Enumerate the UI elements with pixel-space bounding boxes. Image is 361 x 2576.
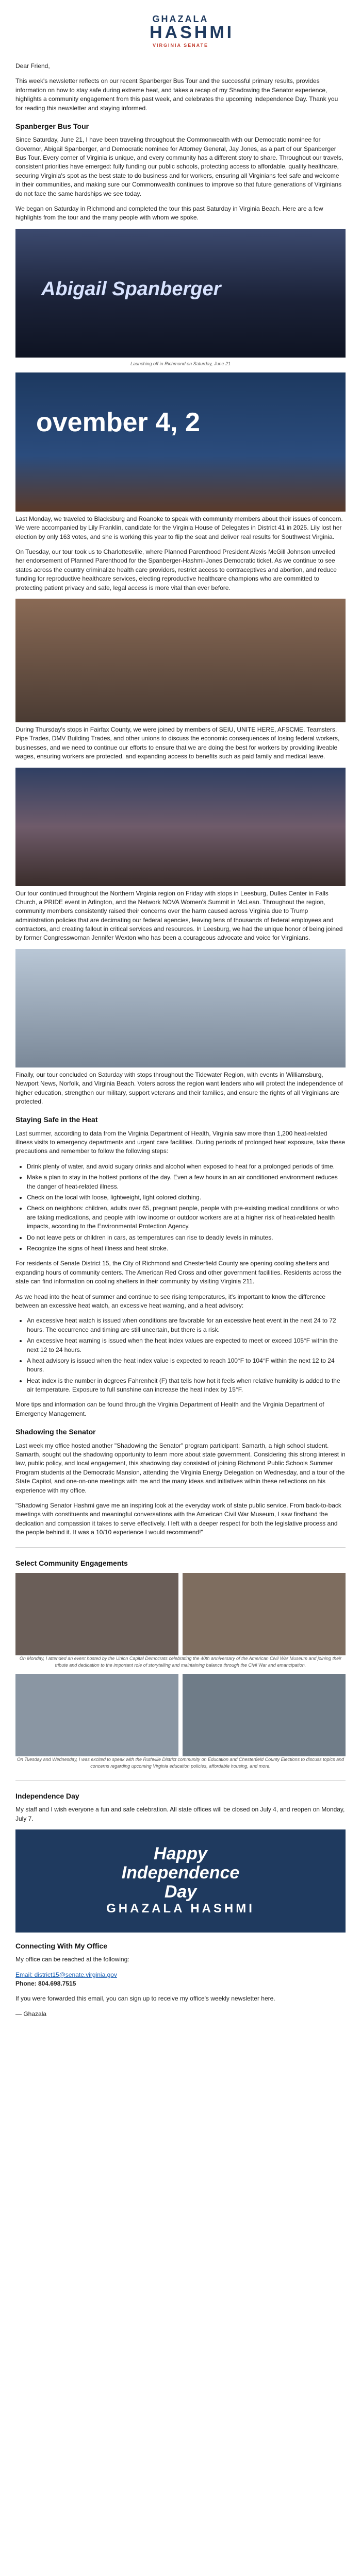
community-caption-2: On Tuesday and Wednesday, I was excited to speak with the Ruthville District community on Education and Chesterfield County Elections to discuss topics and concerns regarding upcoming Virginia education policies, affordable housing, and more.: [17, 1756, 344, 1769]
intro: This week's newsletter reflects on our recent Spanberger Bus Tour and the successful primary results, provides information on how to stay safe during extreme heat, and takes a recap of my Shadowing the Senator experience, highlights a community engagement from this past week, and celebrates the upcoming Independence Day. Thank you for reading this newsletter and staying informed.: [15, 77, 338, 112]
independence-heading: Independence Day: [15, 1791, 79, 1800]
heat-p4: More tips and information can be found through the Virginia Department of Health and the Virginia Department of Emergency Management.: [15, 1401, 324, 1417]
banner-line-2: Independence: [121, 1862, 240, 1883]
contact-p2: If you were forwarded this email, you can sign up to receive my office's weekly newsletter here.: [15, 1995, 275, 2003]
section-divider: [15, 1780, 346, 1781]
independence-p1: My staff and I wish everyone a fun and safe celebration. All state offices will be closed on July 4, and reopen on Monday, July 7.: [15, 1806, 345, 1822]
bus-photo-text: Abigail Spanberger: [41, 278, 221, 300]
community-photo-pair-2: [15, 1674, 346, 1756]
stage-photo-text: ovember 4, 2: [36, 407, 200, 437]
contact-phone: Phone: 804.698.7515: [15, 1980, 76, 1988]
community-photo: [183, 1674, 346, 1756]
heat-tip: • Make a plan to stay in the hottest portions of the day. Even a few hours in an air conditioned environment reduces the danger of heat-related illness.: [27, 1173, 346, 1191]
banner-line-1: Happy: [154, 1843, 207, 1863]
bus-tour-p5: During Thursday's stops in Fairfax County, we were joined by members of SEIU, UNITE HERE, AFSCME, Teamsters, Pipe Trades, DMV Building Trades, and other unions to discuss the economic consequences of losing federal workers, businesses, and we need to continue our efforts to ensure that we are doing the best for workers by providing liveable wages, ensuring workers are protected, and expanding access to benefits such as paid family and medical leave.: [15, 725, 340, 760]
heat-definition: • An excessive heat warning is issued when the heat index values are expected to meet or exceed 105°F within the next 12 to 24 hours.: [27, 1336, 346, 1354]
community-photo: [15, 1674, 178, 1756]
bus-tour-heading: Spanberger Bus Tour: [15, 122, 89, 130]
section-divider: [15, 1547, 346, 1548]
independence-day-banner: [15, 1829, 346, 1933]
greeting: Dear Friend,: [15, 62, 50, 70]
bus-tour-p3: Last Monday, we traveled to Blacksburg and Roanoke to speak with community members about their issues of concern. We were accompanied by Lily Franklin, candidate for the Virginia House of Delegates in District 41 in 2025. Lily lost her election by only 163 votes, and she is working this year to flip the seat and deliver real results for Southwest Virginia.: [15, 515, 343, 540]
community-heading: Select Community Engagements: [15, 1559, 128, 1568]
community-photo: [15, 1573, 178, 1655]
bus-tour-p2: We began on Saturday in Richmond and completed the tour this past Saturday in Virginia Beach. Here are a few highlights from the tour and the many people with whom we spoke.: [15, 205, 323, 222]
bus-photo: [15, 229, 346, 358]
heat-p3: As we head into the heat of summer and continue to see rising temperatures, it's important to know the difference between an excessive heat watch, an excessive heat warning, and a heat advisory:: [15, 1293, 326, 1309]
logo-main: HASHMI: [150, 23, 235, 42]
heat-tip: • Drink plenty of water, and avoid sugary drinks and alcohol when exposed to heat for a prolonged periods of time.: [27, 1162, 346, 1171]
community-photo-pair-1: [15, 1573, 346, 1655]
heat-tip: • Recognize the signs of heat illness and heat stroke.: [27, 1244, 346, 1253]
heat-tip: • Check on neighbors: children, adults over 65, pregnant people, people with pre-existing medical conditions or who are taking medications, and people with low income or outdoor workers are at a higher risk of heat-related health impacts, according to the Environmental Protection Agency.: [27, 1204, 346, 1231]
heat-p1: Last summer, according to data from the Virginia Department of Health, Virginia saw more than 1,200 heat-related illness visits to emergency departments and urgent care facilities. During periods of prolonged heat exposure, take these precautions and remember to follow the following steps:: [15, 1129, 346, 1155]
bus-tour-p1: Since Saturday, June 21, I have been traveling throughout the Commonwealth with our Democratic nominee for Governor, Abigail Spanberger, and Democratic nominee for Attorney General, Jay Jones, as a part of our Spanberger Bus Tour. Every corner of Virginia is unique, and every community has a different story to share. Throughout our travels, consistent priorities have emerged: fully funding our public schools, protecting access to affordable, quality healthcare, securing Virginia's spot as the best state to do business and for workers, ensuring all Virginians feel safe and welcome in their communities, and making sure our Commonwealth continues to improve so that future generations of Virginians do not face the same hardships we see today.: [15, 136, 343, 197]
heat-tip: • Check on the local with loose, lightweight, light colored clothing.: [27, 1193, 346, 1202]
contact-heading: Connecting With My Office: [15, 1942, 107, 1951]
heat-definition: • An excessive heat watch is issued when conditions are favorable for an excessive heat event in the next 24 to 72 hours. The occurrence and timing are still uncertain, but there is a risk.: [27, 1316, 346, 1334]
event-photo-3: [15, 949, 346, 1067]
bus-tour-p7: Finally, our tour concluded on Saturday with stops throughout the Tidewater Region, with events in Williamsburg, Newport News, Norfolk, and Virginia Beach. Voters across the region want leaders who will protect the independence of higher education, strengthen our military, support veterans and their families, and ensure the rights of all Virginians are protected.: [15, 1071, 343, 1106]
bus-photo-caption: Launching off in Richmond on Saturday, June 21: [130, 361, 231, 366]
bus-tour-p6: Our tour continued throughout the Northern Virginia region on Friday with stops in Leesburg, Dulles Center in Falls Church, a PRIDE event in Arlington, and the Network NOVA Women's Summit in McLean. Throughout the region, community members consistently raised their concerns over the harm caused across Virginia due to Trump administration policies that are decimating our federal agencies, leaving tens of thousands of federal employees and contractors, and creating fallout in critical services and resources. In Leesburg, we had the unique honor of being joined by former Congresswoman Jennifer Wexton who has been a courageous advocate and voice for Virginians.: [15, 889, 343, 942]
shadow-p1: Last week my office hosted another "Shadowing the Senator" program participant: Samarth, a high school student. Samarth, sought out the shadowing opportunity to learn more about state government. Considering this strong interest in law, public policy, and local engagement, this shadowing day consisted of joining Richmond Public Schools Summer Program students at the Democratic Mansion, attending the Virginia Energy Delegation on Wednesday, and a tour of the State Capitol, and one-on-one meetings with me and the many ideas and initiatives within these reflections on his experience with my office.: [15, 1442, 346, 1494]
banner-line-3: Day: [164, 1882, 197, 1902]
ghazala-hashmi-logo: [150, 14, 235, 48]
signoff: — Ghazala: [15, 2010, 47, 2018]
newsletter-body: [0, 62, 361, 2019]
logo-top: GHAZALA: [152, 14, 209, 24]
banner-logo: GHAZALA HASHMI: [106, 1901, 255, 1916]
event-photo-2: [15, 768, 346, 886]
heat-heading: Staying Safe in the Heat: [15, 1115, 98, 1124]
heat-definitions-list: [27, 1316, 346, 1394]
logo-sub: VIRGINIA SENATE: [152, 43, 208, 48]
heat-tip: • Do not leave pets or children in cars, as temperatures can rise to deadly levels in minutes.: [27, 1233, 346, 1242]
shadow-p2: "Shadowing Senator Hashmi gave me an inspiring look at the everyday work of state public service. From back-to-back meetings with constituents and meaningful conversations with the American Civil War Museum, I saw firsthand the dedication and compassion it takes to serve effectively. I left with a deeper respect for both the legislative process and the people behind it. It was a 10/10 experience I would recommend!": [15, 1501, 341, 1536]
bus-tour-p4: On Tuesday, our tour took us to Charlottesville, where Planned Parenthood President Alexis McGill Johnson unveiled her endorsement of Planned Parenthood for the Spanberger-Hashmi-Jones Democratic ticket. As we continue to see states across the country criminalize health care providers, restrict access to contraceptives and abortion, and reduce funding for reproductive healthcare services, electing reproductive healthcare champions who are committed to protecting patient privacy and safe, legal access is more vital than ever before.: [15, 548, 337, 591]
event-photo-1: [15, 599, 346, 722]
heat-p2: For residents of Senate District 15, the City of Richmond and Chesterfield County are opening cooling shelters and expanding hours of community centers. The American Red Cross and other government facilities. Residents across the state can find information on cooling shelters in their community by visiting Virginia 211.: [15, 1260, 342, 1285]
community-caption-1: On Monday, I attended an event hosted by the Union Capital Democrats celebrating the 40th anniversary of the American Civil War Museum and joining their tribute and dedication to the important role of storytelling and maintaining balance through the Civil War and emancipation.: [19, 1655, 342, 1668]
community-photo: [183, 1573, 346, 1655]
contact-email[interactable]: Email: district15@senate.virginia.gov: [15, 1971, 117, 1978]
heat-definition: • A heat advisory is issued when the heat index value is expected to reach 100°F to 104°F within the next 12 to 24 hours.: [27, 1357, 346, 1375]
contact-p1: My office can be reached at the following:: [15, 1956, 129, 1963]
heat-tips-list: [27, 1162, 346, 1253]
shadow-heading: Shadowing the Senator: [15, 1428, 96, 1436]
stage-photo: [15, 372, 346, 512]
heat-definition: • Heat index is the number in degrees Fahrenheit (F) that tells how hot it feels when relative humidity is added to the air temperature. Exposure to full sunshine can increase the heat index by 15°F.: [27, 1377, 346, 1395]
newsletter-header: [0, 0, 361, 62]
